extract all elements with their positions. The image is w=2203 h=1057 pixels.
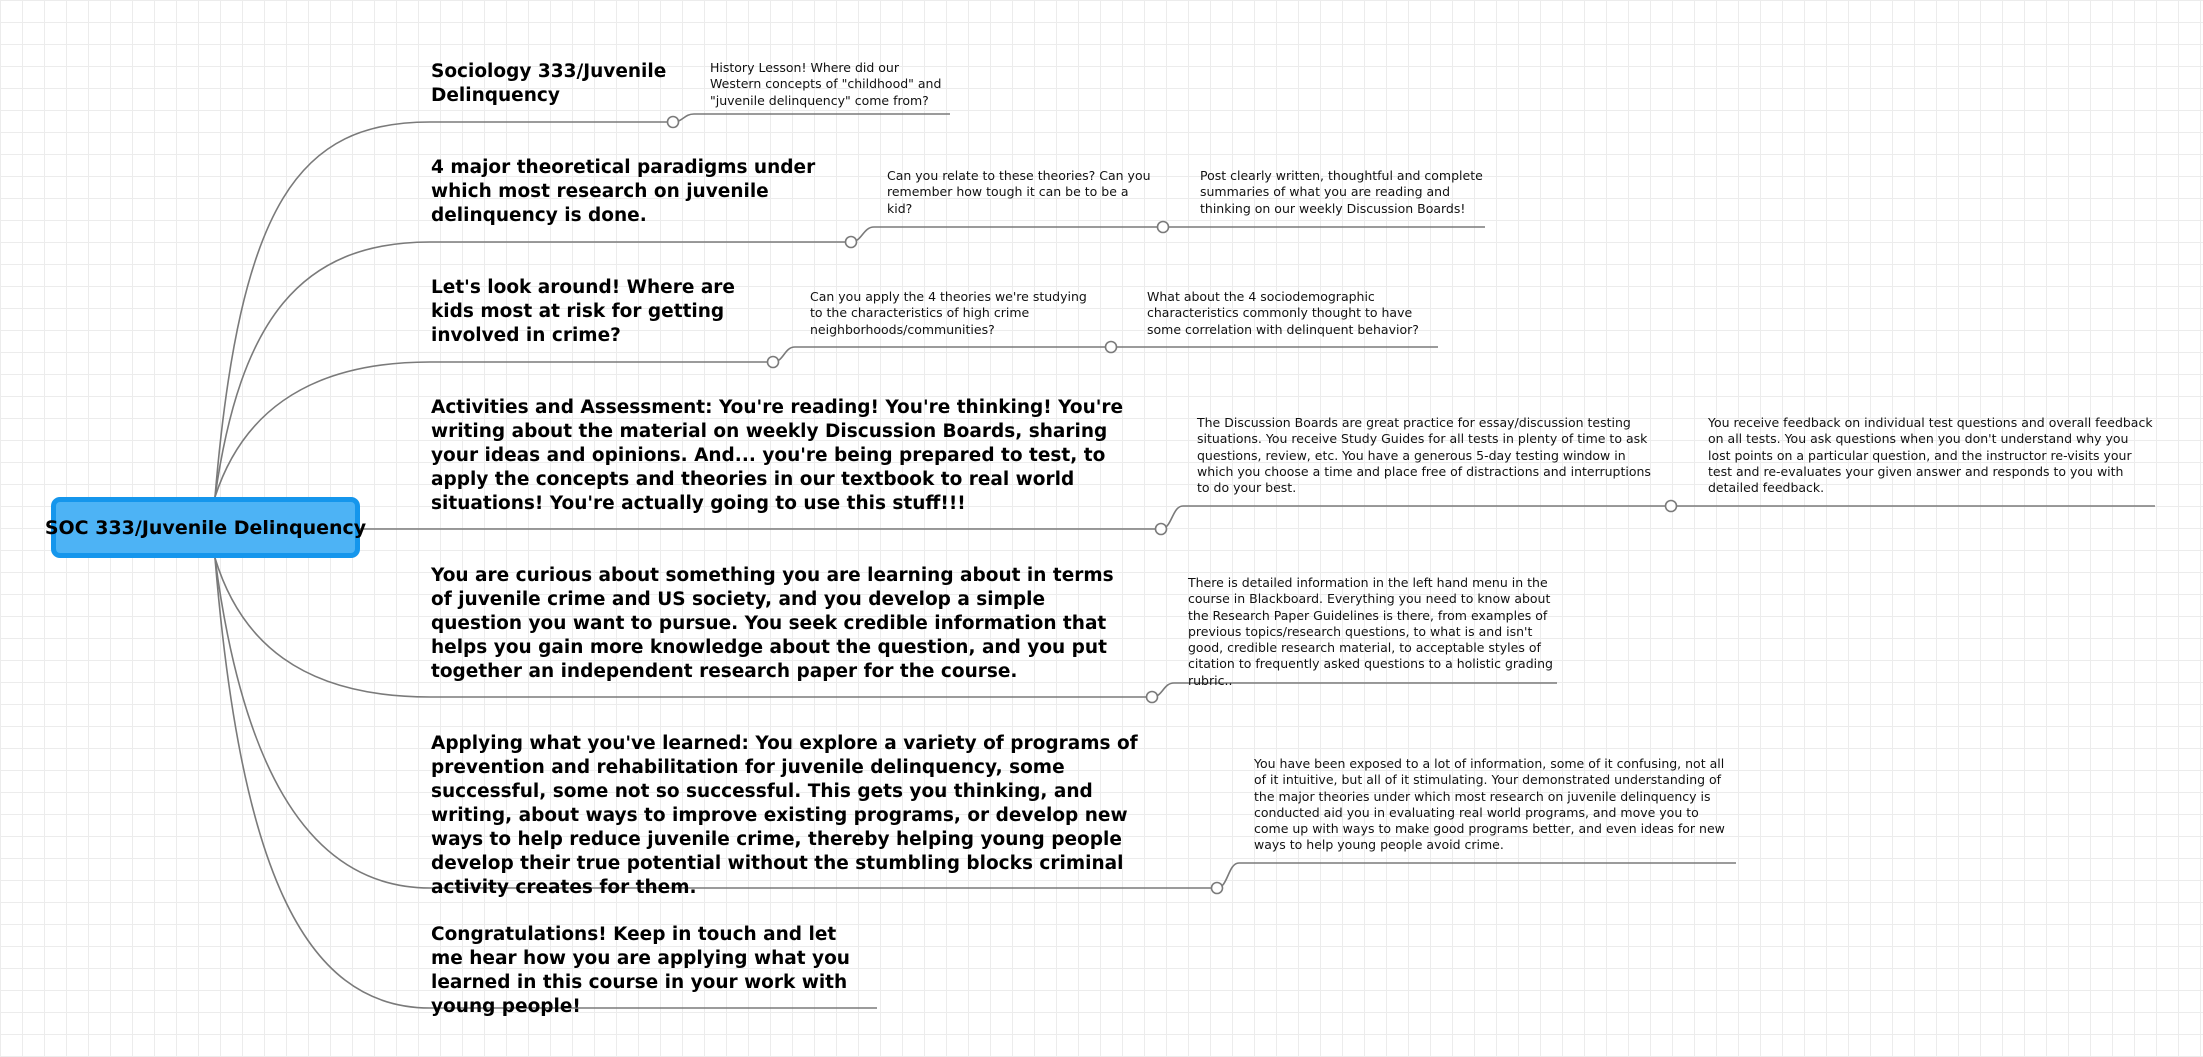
collapse-handle-note-3-1[interactable] (1106, 342, 1117, 353)
edge-root-branch-5 (215, 558, 430, 697)
collapse-handle-branch-2[interactable] (846, 237, 857, 248)
branch-topic-1[interactable]: Sociology 333/Juvenile Delinquency (431, 61, 667, 106)
note-4-1[interactable]: The Discussion Boards are great practice for essay/discussion testing situations. You receive Study Guides for all tests in plenty of time to ask questions, review, etc. You have a generous 5-day testing window in which you choose a time and place free of distractions and interruptions to do your best. (1197, 415, 1651, 496)
collapse-handle-branch-4[interactable] (1156, 524, 1167, 535)
collapse-handle-branch-1[interactable] (668, 117, 679, 128)
branch-topic-7[interactable]: Congratulations! Keep in touch and let me hear how you are applying what you learned in this course in your work with young people! (431, 924, 850, 1017)
collapse-handle-branch-5[interactable] (1147, 692, 1158, 703)
note-3-1[interactable]: Can you apply the 4 theories we're studying to the characteristics of high crime neighborhoods/communities? (810, 289, 1087, 337)
collapse-handle-branch-3[interactable] (768, 357, 779, 368)
edge-root-branch-7 (215, 558, 430, 1008)
edge-root-branch-3 (215, 362, 430, 497)
collapse-handle-branch-6[interactable] (1212, 883, 1223, 894)
note-3-2[interactable]: What about the 4 sociodemographic characteristics commonly thought to have some correlation with delinquent behavior? (1147, 289, 1419, 337)
branch-topic-3[interactable]: Let's look around! Where are kids most at risk for getting involved in crime? (431, 277, 735, 346)
note-4-2[interactable]: You receive feedback on individual test questions and overall feedback on all tests. You ask questions when you don't understand why you lost points on a particular question, and the instructor re-visits your test and re-evaluates your given answer and responds to you with detailed feedback. (1708, 415, 2153, 496)
note-1-1[interactable]: History Lesson! Where did our Western concepts of "childhood" and "juvenile delinquency" come from? (710, 60, 942, 108)
note-2-2[interactable]: Post clearly written, thoughtful and complete summaries of what you are reading and thinking on our weekly Discussion Boards! (1200, 168, 1483, 216)
branch-topic-6[interactable]: Applying what you've learned: You explore a variety of programs of prevention and rehabilitation for juvenile delinquency, some successful, some not so successful. This gets you thinking, and writing, about ways to improve existing programs, or develop new ways to help reduce juvenile crime, thereby helping young people develop their true potential without the stumbling blocks criminal activity creates for them. (431, 733, 1138, 898)
branch-topic-4[interactable]: Activities and Assessment: You're reading! You're thinking! You're writing about the material on weekly Discussion Boards, sharing your ideas and opinions. And... you're being prepared to test, to apply the concepts and theories in our textbook to real world situations! You're actually going to use this stuff!!! (431, 397, 1124, 514)
branch-topic-5[interactable]: You are curious about something you are learning about in terms of juvenile crime and US society, and you develop a simple question you want to pursue. You seek credible information that helps you gain more knowledge about the question, and you put together an independent research paper for the course. (431, 565, 1114, 682)
edge-root-branch-6 (215, 558, 430, 888)
branch-topic-2[interactable]: 4 major theoretical paradigms under which most research on juvenile delinquency is done. (431, 157, 816, 226)
note-5-1[interactable]: There is detailed information in the left hand menu in the course in Blackboard. Everything you need to know about the Research Paper Guidelines is there, from examples of previous topics/research questions, to what is and isn't good, credible research material, to acceptable styles of citation to frequently asked questions to a holistic grading rubric.. (1188, 575, 1553, 688)
edge-root-branch-1 (215, 122, 430, 497)
collapse-handle-note-2-1[interactable] (1158, 222, 1169, 233)
root-topic[interactable]: SOC 333/Juvenile Delinquency (51, 497, 360, 558)
collapse-handle-note-4-1[interactable] (1666, 501, 1677, 512)
note-6-1[interactable]: You have been exposed to a lot of information, some of it confusing, not all of it intuitive, but all of it stimulating. Your demonstrated understanding of the major theories under which most research on juvenile delinquency is conducted aid you in evaluating real world programs, and move you to come up with ways to make good programs better, and even ideas for new ways to help young people avoid crime. (1254, 756, 1725, 853)
edge-root-branch-2 (215, 242, 430, 497)
note-2-1[interactable]: Can you relate to these theories? Can you remember how tough it can be to be a kid? (887, 168, 1151, 216)
